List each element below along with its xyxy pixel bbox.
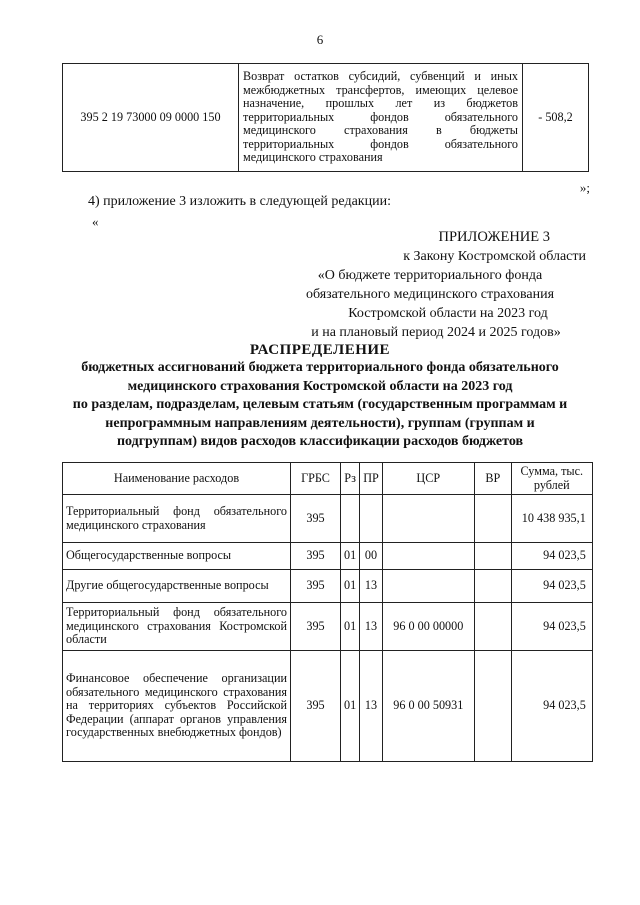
row-vr <box>474 570 511 603</box>
row-csr <box>382 570 474 603</box>
budget-allocation-table <box>62 462 593 762</box>
header-sum: Сумма, тыс. рублей <box>511 463 592 495</box>
row-csr <box>382 543 474 570</box>
row-rz: 01 <box>341 651 360 762</box>
row-name: Территориальный фонд обязательного медицинского страхования Костромской области <box>63 603 291 651</box>
heading-line: по разделам, подразделам, целевым статьям (государственным программам и <box>72 397 568 413</box>
header-pr: ПР <box>360 463 383 495</box>
appendix-line: «О бюджете территориального фонда <box>317 268 543 283</box>
row-pr: 13 <box>360 570 383 603</box>
table-row <box>63 651 593 762</box>
row-vr <box>474 495 511 543</box>
row-csr: 96 0 00 00000 <box>382 603 474 651</box>
table-row <box>63 570 593 603</box>
row-sum: 94 023,5 <box>511 543 592 570</box>
row-pr: 13 <box>360 651 383 762</box>
row-csr: 96 0 00 50931 <box>382 651 474 762</box>
header-grbs: ГРБС <box>291 463 341 495</box>
row-rz: 01 <box>341 570 360 603</box>
table-row <box>63 603 593 651</box>
row-grbs: 395 <box>291 651 341 762</box>
row-vr <box>474 651 511 762</box>
row-sum: 94 023,5 <box>511 570 592 603</box>
distribution-heading <box>56 341 584 451</box>
table-row <box>63 543 593 570</box>
heading-line: непрограммным направлениям деятельности), группам (группам и <box>105 415 535 431</box>
row-grbs: 395 <box>291 603 341 651</box>
row-name: Другие общегосударственные вопросы <box>63 570 291 603</box>
row-rz <box>341 495 360 543</box>
row-grbs: 395 <box>291 495 341 543</box>
income-table-fragment <box>62 63 589 172</box>
row-name: Финансовое обеспечение организации обязательного медицинского страхования на территориях субъектов Российской Федерации (аппарат органов управления государственных внебюджетных фондов) <box>63 651 291 762</box>
row-vr <box>474 603 511 651</box>
income-code-cell: 395 2 19 73000 09 0000 150 <box>63 64 239 172</box>
amendment-item: 4) приложение 3 изложить в следующей редакции: <box>88 194 391 209</box>
appendix-title: ПРИЛОЖЕНИЕ 3 <box>438 229 550 245</box>
row-pr: 13 <box>360 603 383 651</box>
closing-quote: »; <box>579 180 590 195</box>
table-row <box>63 495 593 543</box>
row-grbs: 395 <box>291 543 341 570</box>
income-amount-cell: - 508,2 <box>523 64 589 172</box>
row-csr <box>382 495 474 543</box>
heading-title: РАСПРЕДЕЛЕНИЕ <box>249 342 391 358</box>
row-grbs: 395 <box>291 570 341 603</box>
table-header-row <box>63 463 593 495</box>
header-name: Наименование расходов <box>63 463 291 495</box>
row-pr <box>360 495 383 543</box>
row-name: Общегосударственные вопросы <box>63 543 291 570</box>
page-number: 6 <box>316 32 324 47</box>
appendix-line: и на плановый период 2024 и 2025 годов» <box>311 325 561 340</box>
row-name: Территориальный фонд обязательного медицинского страхования <box>63 495 291 543</box>
row-vr <box>474 543 511 570</box>
heading-line: бюджетных ассигнований бюджета территориального фонда обязательного <box>81 360 559 376</box>
heading-line: медицинского страхования Костромской области на 2023 год <box>127 378 513 394</box>
appendix-block <box>270 228 590 342</box>
income-description-cell: Возврат остатков субсидий, субвенций и иных межбюджетных трансфертов, имеющих целевое назначение, прошлых лет из бюджетов территориальных фондов обязательного медицинского страхования в бюджеты территориальных фондов обязательного медицинского страхования <box>239 64 523 172</box>
row-rz: 01 <box>341 603 360 651</box>
heading-line: подгруппам) видов расходов классификации расходов бюджетов <box>116 434 524 450</box>
header-vr: ВР <box>474 463 511 495</box>
appendix-line: обязательного медицинского страхования <box>305 287 555 302</box>
appendix-line: Костромской области на 2023 год <box>348 306 548 321</box>
table-row <box>63 64 589 172</box>
opening-quote: « <box>92 214 99 229</box>
row-pr: 00 <box>360 543 383 570</box>
appendix-line: к Закону Костромской области <box>403 249 586 264</box>
header-csr: ЦСР <box>382 463 474 495</box>
row-rz: 01 <box>341 543 360 570</box>
row-sum: 94 023,5 <box>511 603 592 651</box>
header-rz: Рз <box>341 463 360 495</box>
row-sum: 10 438 935,1 <box>511 495 592 543</box>
row-sum: 94 023,5 <box>511 651 592 762</box>
